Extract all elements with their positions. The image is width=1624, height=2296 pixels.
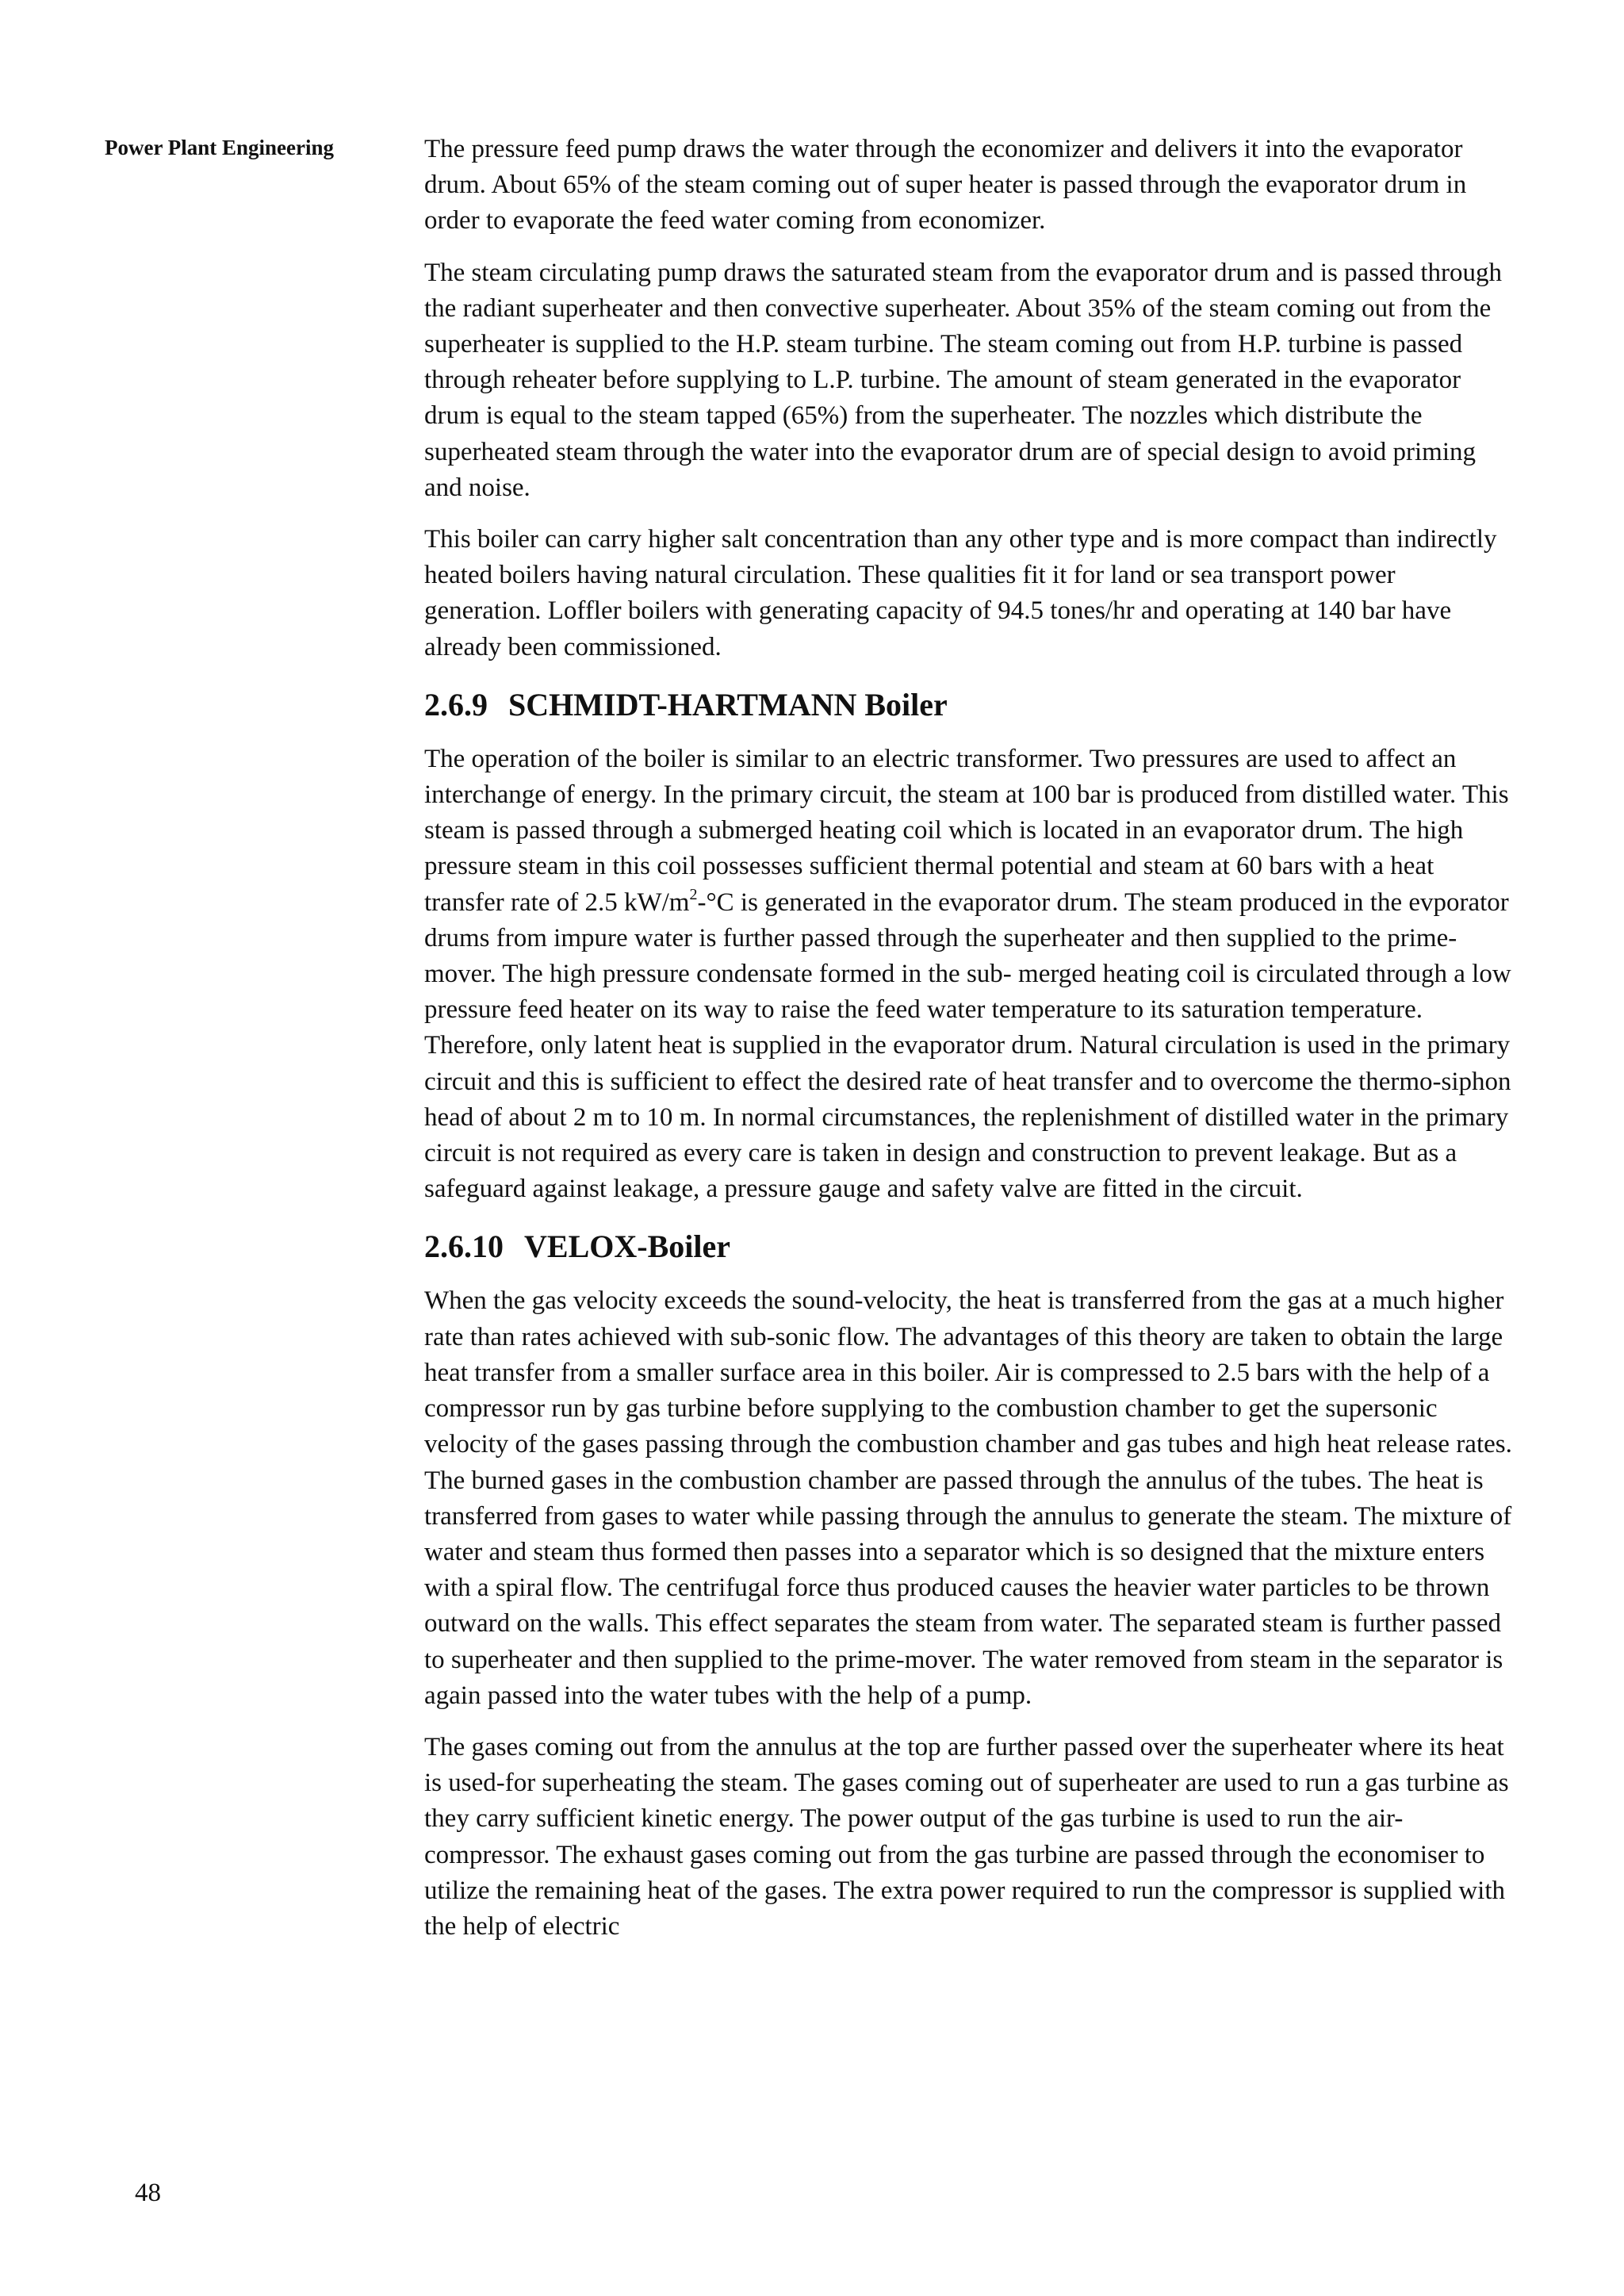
paragraph-schmidt-hartmann-operation — [424, 742, 1515, 1208]
section-title: VELOX-Boiler — [524, 1228, 730, 1265]
text-run: -°C is generated in the evaporator drum. The steam produced in the evporator drums from impure water is further passed through the superheater and then supplied to the prime-mover. The high pressure condensate formed in the sub- merged heating coil is circulated through a low pressure feed heater on its way to raise the feed water temperature to its saturation temperature. Therefore, only latent heat is supplied in the evaporator drum. Natural circulation is used in the primary circuit and this is sufficient to effect the desired rate of heat transfer and to overcome the thermo-siphon head of about 2 m to 10 m. In normal circumstances, the replenishment of distilled water in the primary circuit is not required as every care is taken in design and construction to prevent leakage. But as a safeguard against leakage, a pressure gauge and safety valve are fitted in the circuit. — [424, 887, 1511, 1204]
text-run: The operation of the boiler is similar to an electric transformer. Two pressures are used to affect an interchange of energy. In the primary circuit, the steam at 100 bar is produced from distilled water. This steam is passed through a submerged heating coil which is located in an evaporator drum. The high pressure steam in this coil possesses sufficient thermal potential and steam at 60 bars with a heat transfer rate of 2.5 kW/m — [424, 744, 1509, 917]
paragraph-steam-circulating-pump: The steam circulating pump draws the saturated steam from the evaporator drum and is passed through the radiant superheater and then convective superheater. About 35% of the steam coming out from the superheater is supplied to the H.P. steam turbine. The steam coming out from H.P. turbine is passed through reheater before supplying to L.P. turbine. The amount of steam generated in the evaporator drum is equal to the steam tapped (65%) from the superheater. The nozzles which distribute the superheated steam through the water into the evaporator drum are of special design to avoid priming and noise. — [424, 258, 1503, 502]
running-header-title: Power Plant Engineering — [105, 136, 334, 159]
paragraph-velox-gas-velocity: When the gas velocity exceeds the sound-velocity, the heat is transferred from the gas at a much higher rate than rates achieved with sub-sonic flow. The advantages of this theory are taken to obtain the large heat transfer from a smaller surface area in this boiler. Air is compressed to 2.5 bars with the help of a compressor run by gas turbine before supplying to the combustion chamber to get the supersonic velocity of the gases passing through the combustion chamber and gas tubes and high heat release rates. The burned gases in the combustion chamber are passed through the annulus of the tubes. The heat is transferred from gases to water while passing through the annulus to generate the steam. The mixture of water and steam thus formed then passes into a separator which is so designed that the mixture enters with a spiral flow. The centrifugal force thus produced causes the heavier water particles to be thrown outward on the walls. This effect separates the steam from water. The separated steam is further passed to superheater and then supplied to the prime-mover. The water removed from steam in the separator is again passed into the water tubes with the help of a pump. — [424, 1286, 1512, 1710]
paragraph-feed-pump: The pressure feed pump draws the water through the economizer and delivers it into the evaporator drum. About 65% of the steam coming out of super heater is passed through the evaporator drum in order to evaporate the feed water coming from economizer. — [424, 135, 1467, 236]
superscript: 2 — [689, 885, 698, 903]
section-heading-velox — [424, 1228, 1515, 1266]
section-title: SCHMIDT-HARTMANN Boiler — [508, 686, 948, 723]
paragraph-velox-annulus-gases: The gases coming out from the annulus at the top are further passed over the superheater where its heat is used-for superheating the steam. The gases coming out of superheater are used to run a gas turbine as they carry sufficient kinetic energy. The power output of the gas turbine is used to run the air-compressor. The exhaust gases coming out from the gas turbine are passed through the economiser to utilize the remaining heat of the gases. The extra power required to run the compressor is supplied with the help of electric — [424, 1732, 1509, 1941]
page-body — [424, 132, 1515, 1961]
section-number: 2.6.9 — [424, 686, 488, 723]
page-number: 48 — [135, 2179, 161, 2207]
paragraph-salt-concentration: This boiler can carry higher salt concentration than any other type and is more compact than indirectly heated boilers having natural circulation. These qualities fit it for land or sea transport power generation. Loffler boilers with generating capacity of 94.5 tones/hr and operating at 140 bar have already been commissioned. — [424, 525, 1497, 661]
section-number: 2.6.10 — [424, 1228, 504, 1265]
section-heading-schmidt-hartmann — [424, 686, 1515, 724]
